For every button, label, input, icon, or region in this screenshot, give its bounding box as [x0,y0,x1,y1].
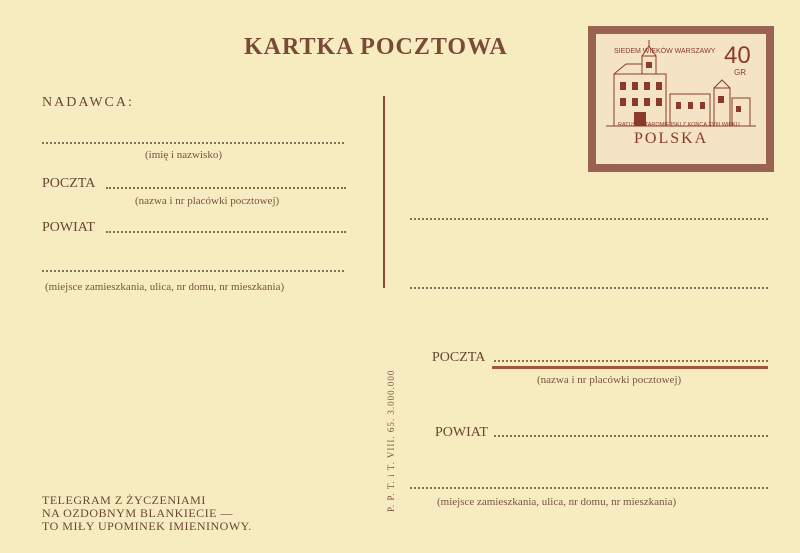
recipient-post-label: POCZTA [432,350,486,365]
sender-name-caption: (imię i nazwisko) [145,149,222,161]
center-divider [383,96,385,288]
sender-address-caption: (miejsce zamieszkania, ulica, nr domu, nr mieszkania) [45,281,285,293]
recipient-line-1[interactable] [410,218,768,220]
recipient-address-caption: (miejsce zamieszkania, ulica, nr domu, nr mieszkania) [437,496,677,508]
recipient-line-2[interactable] [410,287,768,289]
recipient-county-label: POWIAT [435,425,488,440]
stamp-currency: GR [734,68,746,77]
sender-address-line[interactable] [42,270,344,272]
recipient-post-caption: (nazwa i nr placówki pocztowej) [537,374,682,386]
recipient-address-line[interactable] [410,487,768,489]
ad-line-2: NA OZDOBNYM BLANKIECIE — [42,506,233,520]
sender-post-label: POCZTA [42,176,96,191]
postal-code-bar [492,366,768,369]
sender-post-line[interactable] [106,187,346,189]
recipient-post-line[interactable] [494,360,768,362]
sender-name-line[interactable] [42,142,344,144]
print-info: P. P. T. i T. VIII. 65. 3.000.000 [386,369,396,512]
stamp-value: 40 [724,42,751,69]
stamp-header: SIEDEM WIEKÓW WARSZAWY [614,48,716,55]
sender-county-line[interactable] [106,231,346,233]
sender-county-label: POWIAT [42,220,95,235]
stamp-caption: RATUSZ STAROMIEJSKI Z KOŃCA XVIII WIEKU [618,122,740,128]
sender-post-caption: (nazwa i nr placówki pocztowej) [135,195,280,207]
stamp-country: POLSKA [634,130,709,147]
sender-heading: NADAWCA: [42,95,134,110]
ad-line-3: TO MIŁY UPOMINEK IMIENINOWY. [42,519,252,533]
card-title: KARTKA POCZTOWA [244,34,508,60]
ad-line-1: TELEGRAM Z ŻYCZENIAMI [42,493,206,507]
recipient-county-line[interactable] [494,435,768,437]
